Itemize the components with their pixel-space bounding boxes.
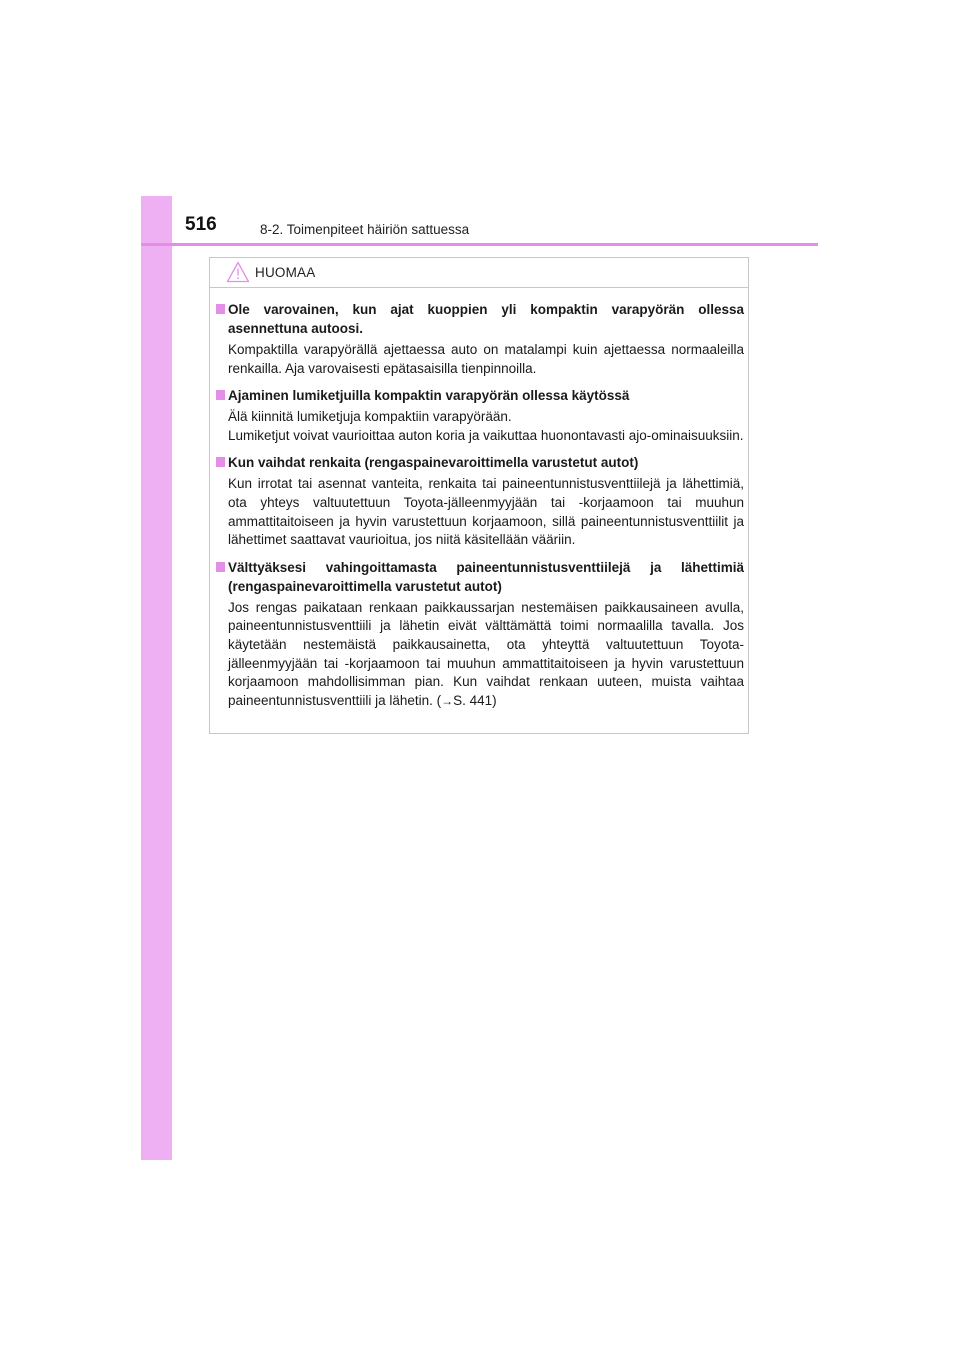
- item-text: Kun irrotat tai asennat vanteita, renkaita tai paineentunnistusventtiilejä ja lähettimiä, ota yhteys valtuutettuun Toyota-jälleenmyyjään tai -korjaamoon tai muuhun ammattitaitoiseen ja hyvin varustettuun korjaamoon, sillä paineentunnistusventtiilit ja lähettimet saattavat vaurioitua, jos niitä käsitellään vääriin.: [228, 476, 744, 548]
- caution-title: HUOMAA: [255, 265, 316, 280]
- item-heading: Ole varovainen, kun ajat kuoppien yli kompaktin varapyörän ollessa asennettuna autoosi.: [215, 300, 744, 338]
- header-rule: [141, 243, 818, 246]
- item-text: Lumiketjut voivat vaurioittaa auton koria ja vaikuttaa huonontavasti ajo-ominaisuuksiin.: [228, 427, 744, 443]
- arrow-right-icon: →: [441, 693, 454, 708]
- item-heading: Kun vaihdat renkaita (rengaspainevaroittimella varustetut autot): [215, 453, 744, 472]
- item-text: Älä kiinnitä lumiketjuja kompaktiin varapyörään.: [228, 409, 512, 425]
- page-header: [185, 214, 805, 244]
- square-bullet-icon: [216, 457, 225, 467]
- item-text: Jos rengas paikataan renkaan paikkaussarjan nestemäisen paikkausaineen avulla, paineentunnistusventtiili ja lähetin eivät välttämättä toimi normaalilla tavalla. Jos käytetään nestemäistä paikkausainetta, ota yhteyttä valtuutettuun Toyota-jälleenmyyjään tai -korjaamoon tai muuhun ammattitaitoiseen ja hyvin varustettuun korjaamoon mahdollisimman pian. Kun vaihdat renkaan uuteen, muista vaihtaa paineentunnistusventtiili ja lähetin. (→S. 441): [228, 599, 744, 708]
- square-bullet-icon: [216, 390, 225, 400]
- caution-box: [209, 257, 749, 734]
- caution-item: [215, 453, 744, 549]
- square-bullet-icon: [216, 562, 225, 572]
- caution-item: [215, 558, 744, 711]
- square-bullet-icon: [216, 304, 225, 314]
- item-heading: Ajaminen lumiketjuilla kompaktin varapyörän ollessa käytössä: [215, 386, 744, 405]
- caution-item: [215, 386, 744, 445]
- item-text: Kompaktilla varapyörällä ajettaessa auto on matalampi kuin ajettaessa normaaleilla renkailla. Aja varovaisesti epätasaisilla tienpinnoilla.: [228, 342, 744, 376]
- chapter-side-band: [141, 196, 172, 1160]
- page-reference-link[interactable]: S. 441): [453, 692, 497, 708]
- caution-header: [210, 258, 748, 288]
- warning-triangle-icon: [226, 261, 250, 283]
- section-title: 8-2. Toimenpiteet häiriön sattuessa: [260, 222, 470, 237]
- caution-body: [215, 300, 744, 718]
- page-number: 516: [185, 214, 217, 235]
- caution-item: [215, 300, 744, 378]
- item-heading: Välttyäksesi vahingoittamasta paineentunnistusventtiilejä ja lähettimiä (rengaspainevaroittimella varustetut autot): [215, 558, 744, 596]
